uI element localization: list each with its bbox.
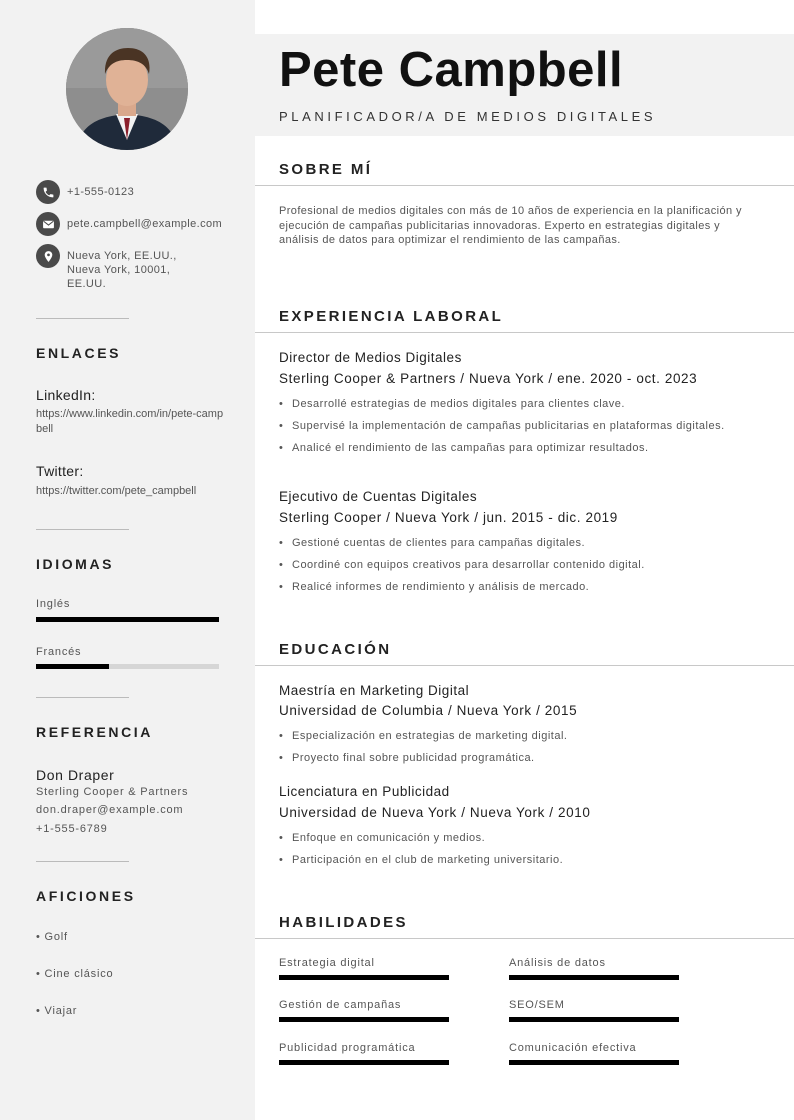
bullet-item: • Desarrollé estrategias de medios digitales para clientes clave.	[279, 397, 749, 411]
section-rule	[255, 665, 794, 666]
job-title: PLANIFICADOR/A DE MEDIOS DIGITALES	[279, 109, 657, 124]
bullet-item: • Gestioné cuentas de clientes para campañas digitales.	[279, 536, 749, 550]
skill-level-fill	[279, 1060, 449, 1065]
skill-level-bar	[279, 1017, 449, 1022]
language-level-fill	[36, 617, 219, 622]
skill-level-bar	[509, 1017, 679, 1022]
skill-name: Comunicación efectiva	[509, 1042, 637, 1054]
sidebar-divider	[36, 861, 129, 862]
language-level-bar	[36, 617, 219, 622]
bullet-item: • Supervisé la implementación de campañas publicitarias en plataformas digitales.	[279, 419, 749, 433]
about-heading: SOBRE MÍ	[279, 161, 373, 178]
skill-level-bar	[279, 975, 449, 980]
contact-phone	[36, 180, 226, 204]
envelope-icon	[36, 212, 60, 236]
skill-name: Estrategia digital	[279, 957, 375, 969]
links-heading: ENLACES	[36, 345, 122, 361]
skill-name: Análisis de datos	[509, 957, 606, 969]
skill-level-fill	[509, 975, 679, 980]
about-text: Profesional de medios digitales con más de 10 años de experiencia en la planificación y ejecución de campañas publicitarias innovadoras. Experto en estrategias digitales y análisis de datos para optimizar el rendimiento de las campañas.	[279, 205, 742, 246]
experience-subtitle: Sterling Cooper / Nueva York / jun. 2015 - dic. 2019	[279, 510, 618, 525]
experience-bullets	[279, 397, 749, 463]
reference-heading: REFERENCIA	[36, 724, 154, 740]
bullet-item: • Coordiné con equipos creativos para desarrollar contenido digital.	[279, 558, 749, 572]
sidebar-divider	[36, 697, 129, 698]
bullet-item: • Proyecto final sobre publicidad programática.	[279, 751, 749, 765]
twitter-url[interactable]: https://twitter.com/pete_campbell	[36, 485, 197, 497]
language-level-bar	[36, 664, 219, 669]
bullet-item: • Analicé el rendimiento de las campañas para optimizar resultados.	[279, 441, 749, 455]
email-text[interactable]: pete.campbell@example.com	[67, 218, 223, 230]
twitter-label: Twitter:	[36, 463, 84, 479]
language-name: Francés	[36, 646, 82, 658]
sidebar-divider	[36, 318, 129, 319]
hobby-label: Golf	[44, 931, 68, 943]
bullet-item: • Realicé informes de rendimiento y análisis de mercado.	[279, 580, 749, 594]
skills-heading: HABILIDADES	[279, 914, 408, 931]
hobby-item: • Golf	[36, 931, 68, 943]
hobby-label: Cine clásico	[44, 968, 114, 980]
reference-company: Sterling Cooper & Partners	[36, 786, 189, 798]
skill-level-fill	[279, 1017, 449, 1022]
education-title: Maestría en Marketing Digital	[279, 683, 470, 698]
experience-heading: EXPERIENCIA LABORAL	[279, 308, 504, 325]
experience-title: Director de Medios Digitales	[279, 350, 462, 365]
contact-list	[36, 180, 226, 299]
education-bullets	[279, 831, 749, 875]
skill-level-fill	[509, 1017, 679, 1022]
skill-level-fill	[279, 975, 449, 980]
languages-heading: IDIOMAS	[36, 556, 115, 572]
reference-email[interactable]: don.draper@example.com	[36, 804, 184, 816]
skill-level-bar	[509, 1060, 679, 1065]
skill-name: Gestión de campañas	[279, 999, 402, 1011]
skill-level-fill	[509, 1060, 679, 1065]
hobby-item: • Cine clásico	[36, 968, 114, 980]
reference-phone: +1-555-6789	[36, 823, 108, 835]
education-title: Licenciatura en Publicidad	[279, 784, 450, 799]
education-subtitle: Universidad de Nueva York / Nueva York / 2010	[279, 805, 591, 820]
hobbies-heading: AFICIONES	[36, 888, 136, 904]
skill-name: Publicidad programática	[279, 1042, 416, 1054]
education-heading: EDUCACIÓN	[279, 641, 392, 658]
reference-name: Don Draper	[36, 767, 115, 783]
bullet-item: • Enfoque en comunicación y medios.	[279, 831, 749, 845]
education-bullets	[279, 729, 749, 773]
contact-email	[36, 212, 226, 236]
linkedin-url[interactable]: https://www.linkedin.com/in/pete-campbell	[36, 408, 224, 435]
experience-title: Ejecutivo de Cuentas Digitales	[279, 489, 478, 504]
location-pin-icon	[36, 244, 60, 268]
skill-name: SEO/SEM	[509, 999, 565, 1011]
bullet-item: • Especialización en estrategias de marketing digital.	[279, 729, 749, 743]
sidebar-divider	[36, 529, 129, 530]
hobby-item: • Viajar	[36, 1005, 78, 1017]
contact-address	[36, 244, 226, 291]
address-line: EE.UU.	[67, 278, 107, 290]
experience-subtitle: Sterling Cooper & Partners / Nueva York / ene. 2020 - oct. 2023	[279, 371, 698, 386]
phone-icon	[36, 180, 60, 204]
education-subtitle: Universidad de Columbia / Nueva York / 2015	[279, 703, 578, 718]
person-name: Pete Campbell	[279, 43, 624, 97]
profile-photo	[66, 28, 188, 150]
phone-text: +1-555-0123	[67, 186, 135, 198]
address-text	[67, 244, 177, 291]
address-line: Nueva York, EE.UU.,	[67, 250, 177, 262]
address-line: Nueva York, 10001,	[67, 264, 171, 276]
experience-bullets	[279, 536, 749, 602]
hobby-label: Viajar	[44, 1005, 78, 1017]
section-rule	[255, 185, 794, 186]
skill-level-bar	[279, 1060, 449, 1065]
section-rule	[255, 332, 794, 333]
skill-level-bar	[509, 975, 679, 980]
language-name: Inglés	[36, 598, 71, 610]
section-rule	[255, 938, 794, 939]
linkedin-label: LinkedIn:	[36, 387, 96, 403]
bullet-item: • Participación en el club de marketing universitario.	[279, 853, 749, 867]
language-level-fill	[36, 664, 109, 669]
